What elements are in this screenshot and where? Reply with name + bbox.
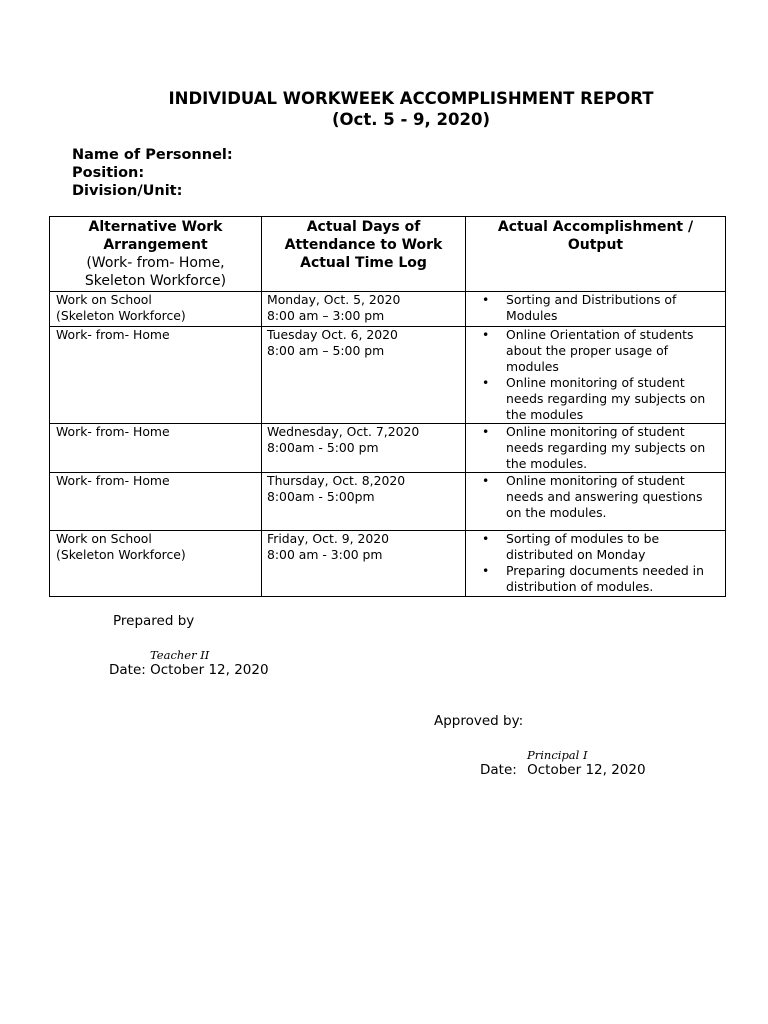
position-label: Position: xyxy=(72,165,145,181)
arrangement-line: (Skeleton Workforce) xyxy=(56,547,186,562)
attendance-time: 8:00am - 5:00pm xyxy=(267,489,375,504)
prepared-role: Teacher II xyxy=(150,648,210,662)
approved-role: Principal I xyxy=(527,748,588,762)
attendance-cell xyxy=(262,473,466,531)
accomplishment-item: • Online monitoring of student needs and answering questions on the modules. xyxy=(506,473,720,521)
accomplishment-item: • Online monitoring of student needs regarding my subjects on the modules xyxy=(506,375,720,423)
division-unit-label: Division/Unit: xyxy=(72,183,183,199)
prepared-by-label: Prepared by xyxy=(113,613,195,629)
arrangement-line: Work- from- Home xyxy=(56,327,170,342)
report-period: (Oct. 5 - 9, 2020) xyxy=(331,110,491,129)
accomplishment-item: • Online monitoring of student needs regarding my subjects on the modules. xyxy=(506,424,720,472)
attendance-time: 8:00 am - 3:00 pm xyxy=(267,547,383,562)
prepared-date-label: Date: xyxy=(109,662,146,678)
table-row xyxy=(50,292,726,327)
accomplishment-list xyxy=(471,473,720,521)
arrangement-line: Work- from- Home xyxy=(56,473,170,488)
accomplishment-item: • Sorting and Distributions of Modules xyxy=(506,292,720,324)
approved-date-value: October 12, 2020 xyxy=(527,762,646,778)
attendance-cell xyxy=(262,327,466,424)
accomplishment-item: • Online Orientation of students about the proper usage of modules xyxy=(506,327,720,375)
table-row xyxy=(50,531,726,597)
accomplishment-item: • Preparing documents needed in distribution of modules. xyxy=(506,563,720,595)
accomplishment-list xyxy=(471,292,720,324)
table-row xyxy=(50,424,726,473)
arrangement-line: Work on School xyxy=(56,292,152,307)
attendance-cell xyxy=(262,531,466,597)
prepared-date xyxy=(109,662,269,679)
attendance-date: Monday, Oct. 5, 2020 xyxy=(267,292,401,307)
approved-by-label: Approved by: xyxy=(434,713,524,729)
name-of-personnel-label: Name of Personnel: xyxy=(72,147,233,163)
arrangement-cell xyxy=(50,424,262,473)
header-col3-title: Actual Accomplishment / Output xyxy=(497,219,694,253)
accomplishment-item: • Sorting of modules to be distributed on Monday xyxy=(506,531,720,563)
arrangement-cell xyxy=(50,292,262,327)
arrangement-cell xyxy=(50,473,262,531)
arrangement-line: Work- from- Home xyxy=(56,424,170,439)
accomplishment-cell xyxy=(466,292,726,327)
personnel-info xyxy=(72,146,233,200)
accomplishment-cell xyxy=(466,473,726,531)
attendance-cell xyxy=(262,424,466,473)
table-header-row xyxy=(50,217,726,292)
attendance-time: 8:00 am – 5:00 pm xyxy=(267,343,385,358)
header-actual-accomplishment xyxy=(466,217,726,292)
header-col2-title: Actual Days of Attendance to Work Actual Time Log xyxy=(284,219,443,271)
arrangement-cell xyxy=(50,327,262,424)
accomplishment-list xyxy=(471,327,720,423)
attendance-cell xyxy=(262,292,466,327)
prepared-date-value: October 12, 2020 xyxy=(150,662,269,678)
attendance-date: Tuesday Oct. 6, 2020 xyxy=(267,327,398,342)
accomplishment-cell xyxy=(466,424,726,473)
accomplishment-cell xyxy=(466,531,726,597)
accomplishment-list xyxy=(471,531,720,595)
header-col1-note: (Work- from- Home, Skeleton Workforce) xyxy=(84,255,227,289)
approved-date xyxy=(480,762,646,779)
header-col1-title: Alternative Work Arrangement xyxy=(88,219,223,253)
attendance-date: Wednesday, Oct. 7,2020 xyxy=(267,424,420,439)
attendance-time: 8:00am - 5:00 pm xyxy=(267,440,379,455)
attendance-time: 8:00 am – 3:00 pm xyxy=(267,308,385,323)
table-row xyxy=(50,473,726,531)
accomplishment-table xyxy=(49,216,726,597)
attendance-date: Friday, Oct. 9, 2020 xyxy=(267,531,390,546)
accomplishment-cell xyxy=(466,327,726,424)
arrangement-cell xyxy=(50,531,262,597)
arrangement-line: (Skeleton Workforce) xyxy=(56,308,186,323)
arrangement-line: Work on School xyxy=(56,531,152,546)
report-title: INDIVIDUAL WORKWEEK ACCOMPLISHMENT REPORT xyxy=(168,89,654,108)
attendance-date: Thursday, Oct. 8,2020 xyxy=(267,473,406,488)
approved-date-label: Date: xyxy=(480,762,517,778)
header-alternative-work-arrangement xyxy=(50,217,262,292)
accomplishment-list xyxy=(471,424,720,472)
header-actual-days-attendance xyxy=(262,217,466,292)
table-row xyxy=(50,327,726,424)
